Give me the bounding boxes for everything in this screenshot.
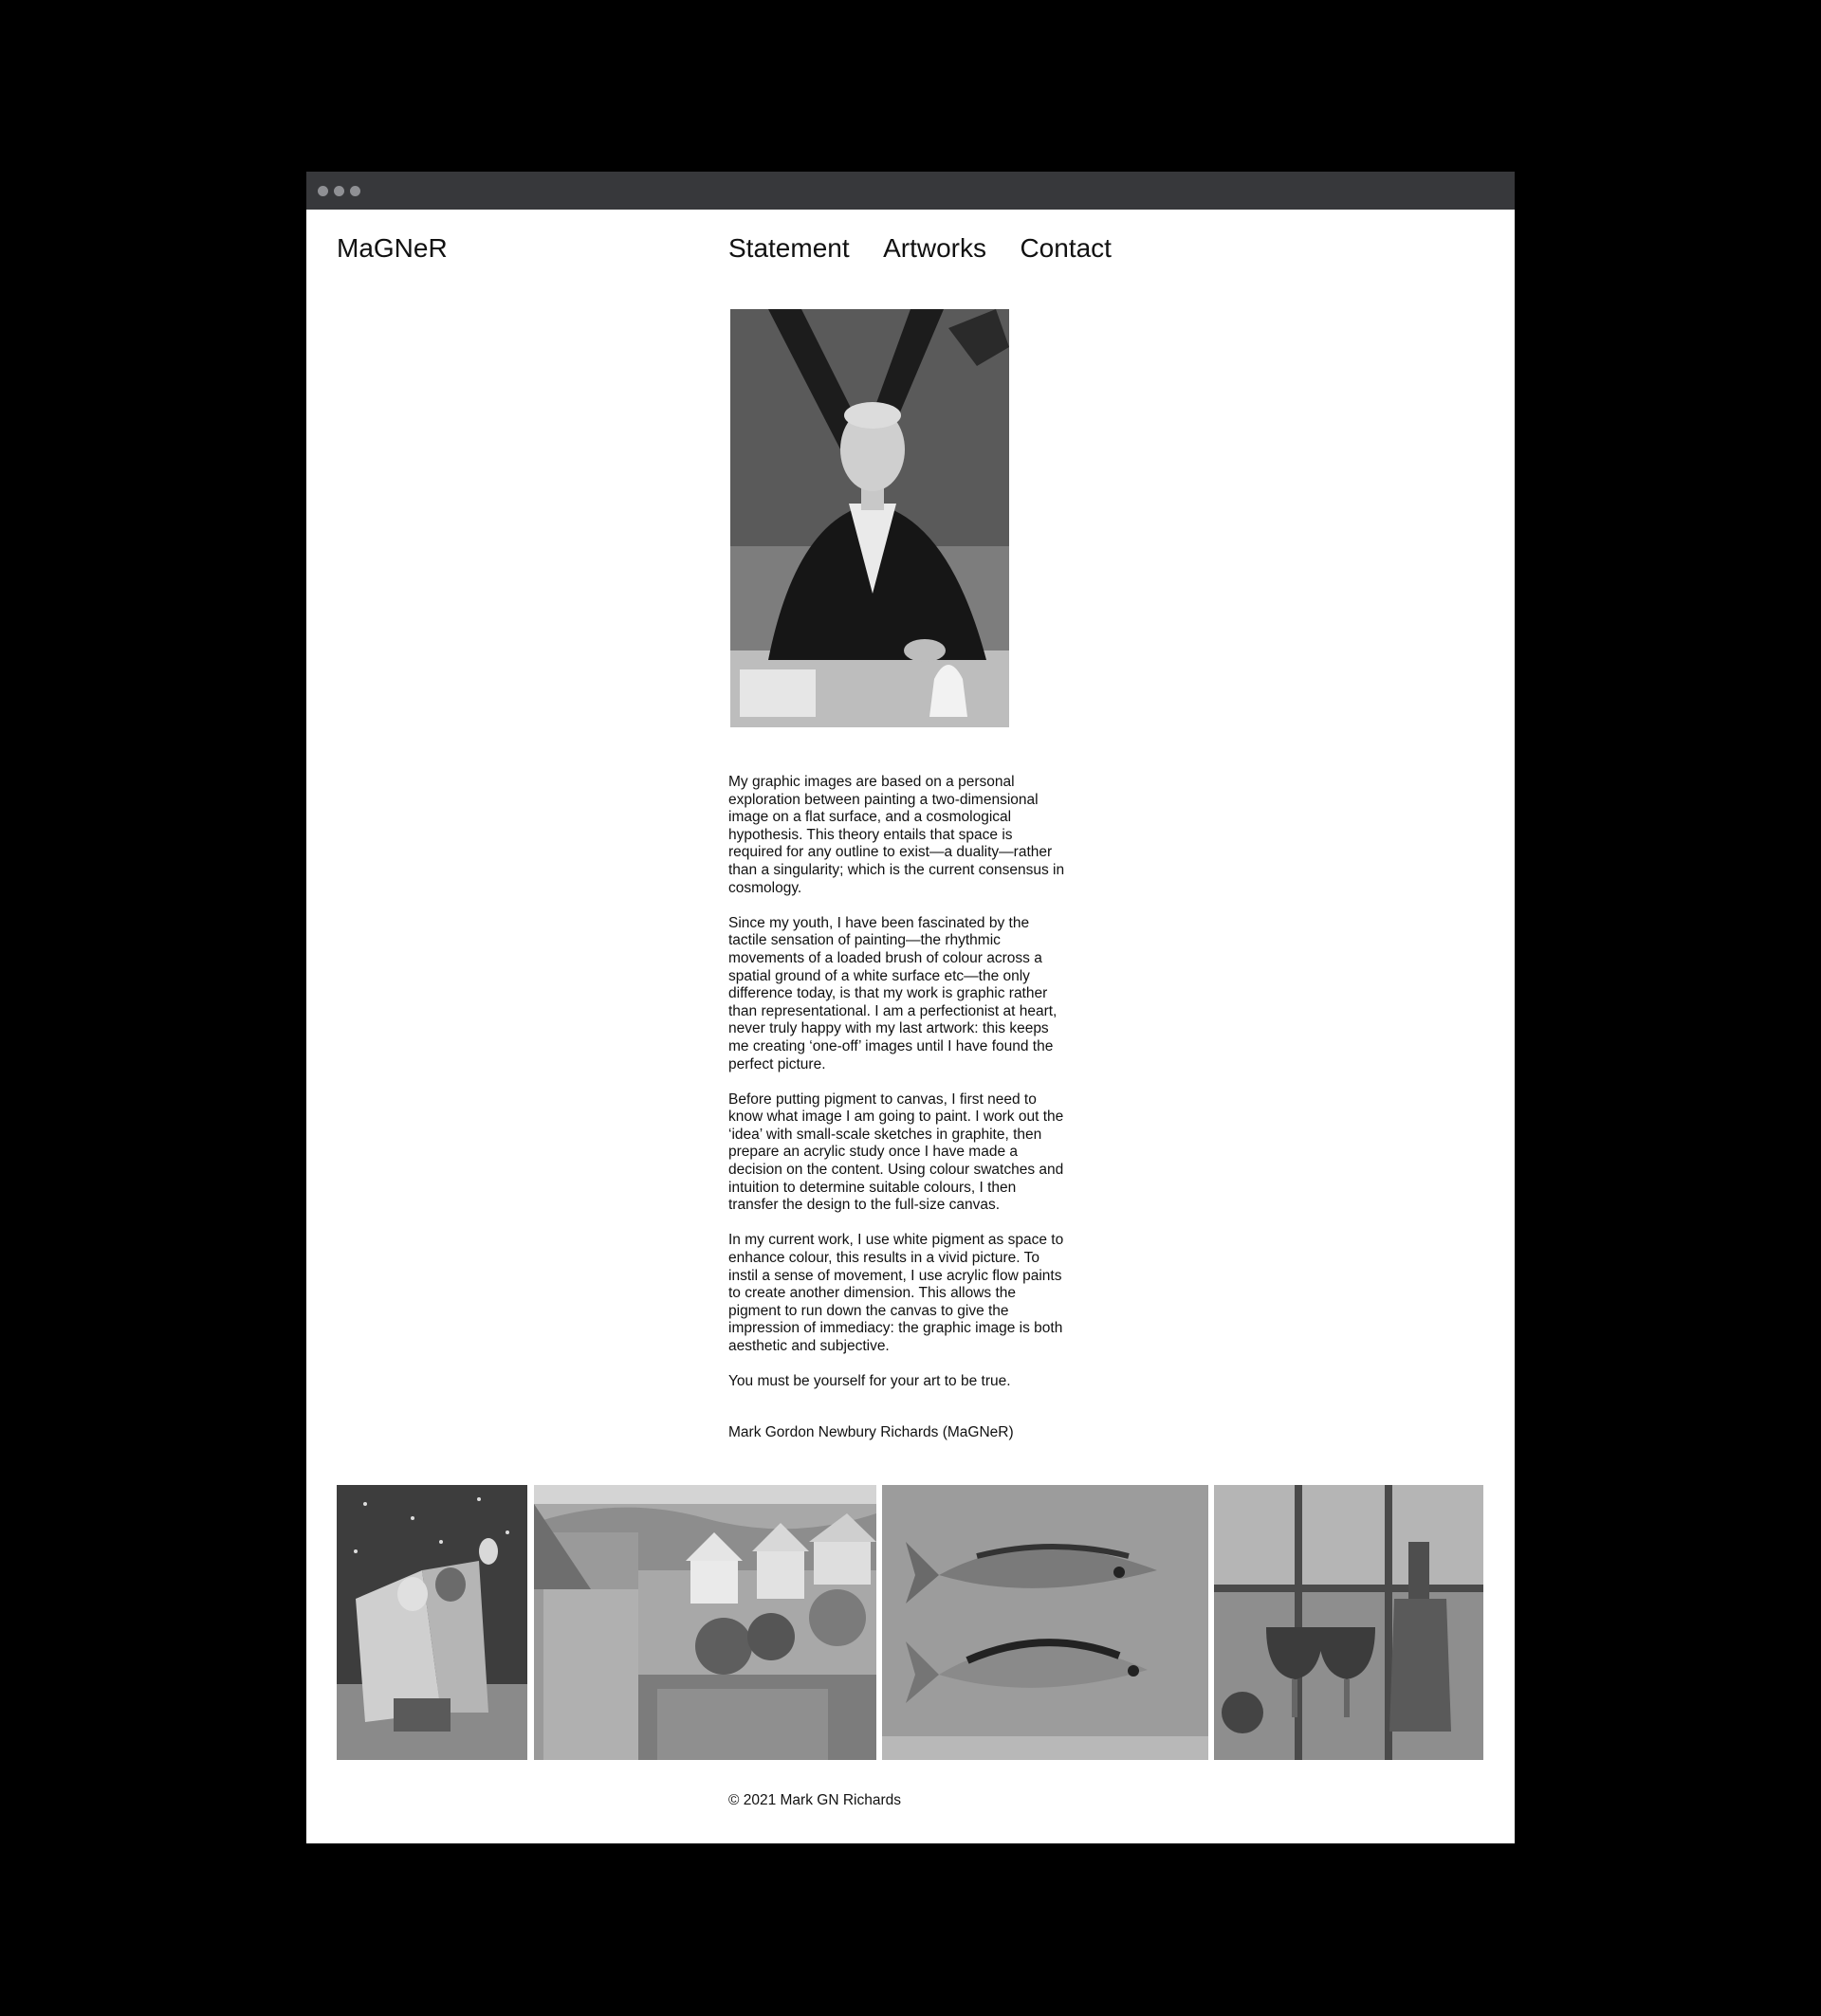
nav-statement-link[interactable]: Statement xyxy=(728,233,850,263)
statement-paragraph: Before putting pigment to canvas, I first need to know what image I am going to paint. I work out the ‘idea’ with small-scale sketches in graphite, then prepare an acrylic study once I have made a decision on the content. Using colour swatches and intuition to determine suitable colours, I then transfer the design to the full-size canvas. xyxy=(728,1090,1064,1214)
artwork-thumbnail[interactable] xyxy=(1214,1485,1483,1760)
artwork-thumbnail[interactable] xyxy=(534,1485,876,1760)
nav-artworks-link[interactable]: Artworks xyxy=(883,233,986,263)
artist-portrait-photo xyxy=(730,309,1009,727)
site-logo[interactable]: MaGNeR xyxy=(337,233,448,263)
statement-paragraph: Since my youth, I have been fascinated by the tactile sensation of painting—the rhythmic movements of a loaded brush of colour across a spatial ground of a white surface etc—the only difference today, is that my work is graphic rather than representational. I am a perfectionist at heart, never truly happy with my last artwork: this keeps me creating ‘one-off’ images until I have found the perfect picture. xyxy=(728,914,1058,1072)
browser-titlebar xyxy=(306,172,1515,210)
window-maximize-dot-icon[interactable] xyxy=(350,186,360,196)
statement-paragraph: My graphic images are based on a personal exploration between painting a two-dimensional image on a flat surface, and a cosmological hypothesis. This theory entails that space is required for any outline to exist—a duality—rather than a singularity; which is the current consensus in cosmology. xyxy=(728,774,1065,896)
artwork-wine-still-life-icon xyxy=(1214,1485,1483,1760)
browser-window xyxy=(306,172,1515,1843)
main-nav xyxy=(728,233,1141,264)
window-minimize-dot-icon[interactable] xyxy=(334,186,344,196)
artist-statement xyxy=(728,774,1070,1408)
artwork-two-mackerel-icon xyxy=(882,1485,1208,1760)
artist-signature: Mark Gordon Newbury Richards (MaGNeR) xyxy=(728,1424,1014,1440)
window-close-dot-icon[interactable] xyxy=(318,186,328,196)
statement-paragraph: You must be yourself for your art to be true. xyxy=(728,1373,1011,1390)
artwork-couple-in-deckchairs-icon xyxy=(337,1485,527,1760)
copyright-footer: © 2021 Mark GN Richards xyxy=(728,1792,901,1808)
artwork-thumbnail[interactable] xyxy=(337,1485,527,1760)
nav-contact-link[interactable]: Contact xyxy=(1020,233,1112,263)
artwork-village-landscape-icon xyxy=(534,1485,876,1760)
artwork-thumbnail[interactable] xyxy=(882,1485,1208,1760)
statement-paragraph: In my current work, I use white pigment as space to enhance colour, this results in a vivid picture. To instil a sense of movement, I use acrylic flow paints to create another dimension. This allows the pigment to run down the canvas to give the impression of immediacy: the graphic image is both aesthetic and subjective. xyxy=(728,1232,1064,1354)
